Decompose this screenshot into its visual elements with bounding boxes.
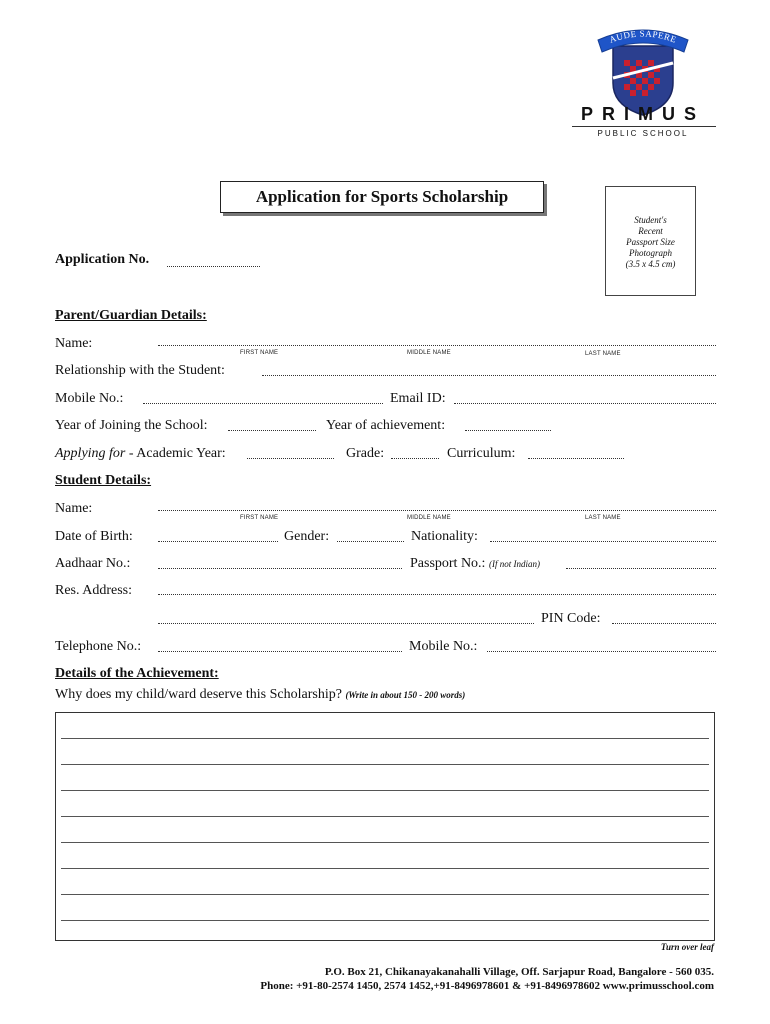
applying-for-text: Applying for (55, 446, 126, 461)
achievement-year-label: Year of achievement: (326, 418, 446, 433)
curriculum-label: Curriculum: (447, 446, 516, 461)
parent-mobile-field[interactable] (143, 403, 383, 404)
passport-label (410, 556, 540, 572)
writing-line (61, 738, 709, 739)
address-field-line-2[interactable] (158, 623, 534, 624)
academic-year-field[interactable] (247, 458, 334, 459)
turn-over-note: Turn over leaf (660, 942, 714, 952)
academic-year-text: - Academic Year: (128, 446, 226, 461)
writing-line (61, 790, 709, 791)
student-details-heading: Student Details: (55, 473, 152, 488)
student-middle-name-caption: MIDDLE NAME (407, 515, 451, 521)
writing-line (61, 842, 709, 843)
dob-label: Date of Birth: (55, 529, 133, 544)
achievement-word-note: (Write in about 150 - 200 words) (345, 690, 466, 700)
grade-label: Grade: (346, 446, 385, 461)
student-last-name-caption: LAST NAME (585, 515, 621, 521)
photo-box-line: (3.5 x 4.5 cm) (625, 259, 676, 269)
photo-box[interactable] (605, 186, 696, 296)
aadhaar-field[interactable] (158, 568, 402, 569)
logo-name: PRIMUS (580, 104, 705, 124)
writing-line (61, 868, 709, 869)
email-label: Email ID: (390, 391, 446, 406)
pin-code-field[interactable] (612, 623, 716, 624)
telephone-field[interactable] (158, 651, 402, 652)
dob-field[interactable] (158, 541, 278, 542)
footer-address: P.O. Box 21, Chikanayakanahalli Village, Off. Sarjapur Road, Bangalore - 560 035. (324, 966, 714, 978)
achievement-heading: Details of the Achievement: (55, 666, 219, 681)
student-name-field[interactable] (158, 510, 716, 511)
address-label: Res. Address: (55, 583, 132, 598)
relationship-field[interactable] (262, 375, 716, 376)
crest-emblem (568, 18, 718, 118)
application-no-field[interactable] (167, 266, 260, 267)
address-field-line-1[interactable] (158, 594, 716, 595)
joining-year-field[interactable] (228, 430, 316, 431)
form-title (220, 181, 544, 213)
achievement-year-field[interactable] (465, 430, 551, 431)
nationality-label: Nationality: (411, 529, 478, 544)
school-logo (568, 18, 718, 143)
photo-box-line: Photograph (628, 248, 672, 258)
nationality-field[interactable] (490, 541, 716, 542)
telephone-label: Telephone No.: (55, 639, 142, 654)
passport-note: (If not Indian) (488, 559, 540, 569)
parent-name-label: Name: (55, 336, 93, 351)
achievement-question-text: Why does my child/ward deserve this Scholarship? (55, 687, 342, 702)
applying-for-label (55, 446, 226, 462)
logo-underline (572, 126, 716, 127)
achievement-question (55, 687, 465, 703)
parent-details-heading: Parent/Guardian Details: (55, 308, 207, 323)
parent-first-name-caption: FIRST NAME (240, 350, 279, 356)
writing-line (61, 920, 709, 921)
student-first-name-caption: FIRST NAME (240, 515, 279, 521)
photo-box-line: Passport Size (626, 237, 675, 247)
pin-code-label: PIN Code: (541, 611, 601, 626)
gender-field[interactable] (337, 541, 404, 542)
parent-name-field[interactable] (158, 345, 716, 346)
gender-label: Gender: (284, 529, 330, 544)
student-name-label: Name: (55, 501, 93, 516)
application-no-label: Application No. (55, 252, 150, 267)
writing-line (61, 894, 709, 895)
achievement-textarea[interactable] (55, 712, 715, 941)
writing-line (61, 816, 709, 817)
parent-middle-name-caption: MIDDLE NAME (407, 350, 451, 356)
logo-motto: AUDE SAPERE (607, 28, 679, 45)
aadhaar-label: Aadhaar No.: (55, 556, 131, 571)
photo-box-line: Recent (638, 226, 663, 236)
student-mobile-label: Mobile No.: (409, 639, 478, 654)
photo-box-line: Student's (634, 215, 667, 225)
form-title-text: Application for Sports Scholarship (255, 187, 509, 206)
writing-line (61, 764, 709, 765)
parent-last-name-caption: LAST NAME (585, 351, 621, 357)
grade-field[interactable] (391, 458, 439, 459)
joining-year-label: Year of Joining the School: (55, 418, 208, 433)
passport-field[interactable] (566, 568, 716, 569)
footer-phone: Phone: +91-80-2574 1450, 2574 1452,+91-8496978601 & +91-8496978602 www.primusschool.com (260, 980, 714, 992)
parent-mobile-label: Mobile No.: (55, 391, 124, 406)
email-field[interactable] (454, 403, 716, 404)
student-mobile-field[interactable] (487, 651, 716, 652)
curriculum-field[interactable] (528, 458, 624, 459)
relationship-label: Relationship with the Student: (55, 363, 225, 378)
passport-label-text: Passport No.: (410, 556, 486, 571)
logo-subtitle: PUBLIC SCHOOL (597, 129, 689, 138)
